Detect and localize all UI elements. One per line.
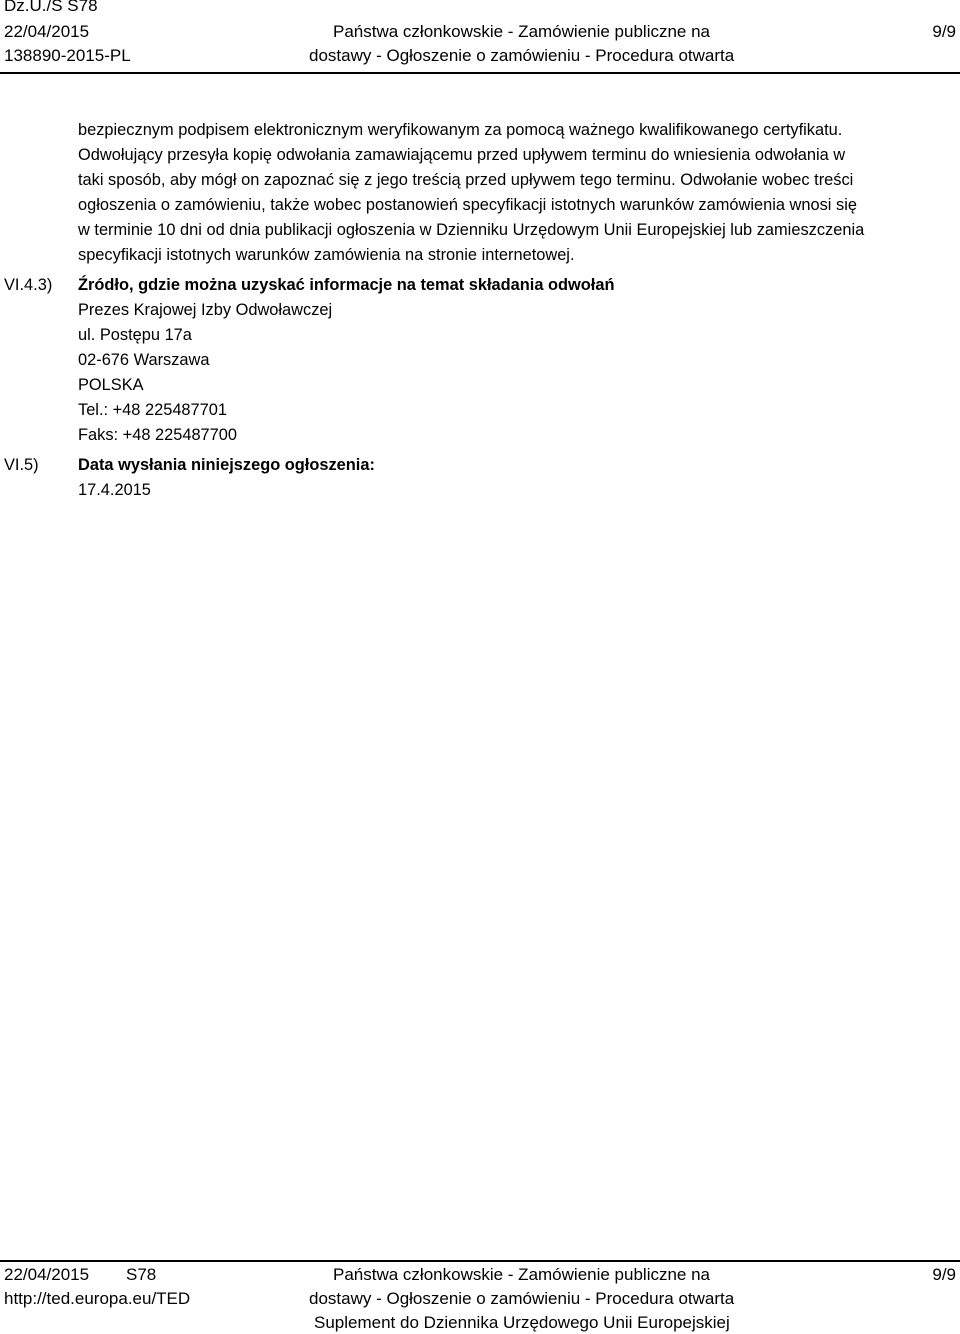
section-vi43 (78, 273, 950, 448)
address-line: 02-676 Warszawa (78, 351, 210, 369)
header-page-number: 9/9 (932, 22, 956, 41)
footer-title-line3: Suplement do Dziennika Urzędowego Unii Europejskiej (314, 1313, 730, 1332)
address-line: Prezes Krajowej Izby Odwoławczej (78, 301, 333, 319)
section-vi5 (78, 453, 950, 503)
footer-title-line2: dostawy - Ogłoszenie o zamówieniu - Procedura otwarta (309, 1289, 735, 1308)
header-title-line2: dostawy - Ogłoszenie o zamówieniu - Procedura otwarta (309, 46, 735, 65)
appeal-paragraph (78, 118, 950, 268)
header-title-line1: Państwa członkowskie - Zamówienie publiczne na (333, 22, 711, 41)
paragraph-line: w terminie 10 dni od dnia publikacji ogłoszenia w Dzienniku Urzędowym Unii Europejskiej lub zamieszczenia (78, 221, 865, 239)
address-line: POLSKA (78, 376, 144, 394)
header-rule (0, 72, 960, 74)
header-doc-id: 138890-2015-PL (4, 46, 131, 65)
fax-line: Faks: +48 225487700 (78, 426, 238, 444)
paragraph-line: taki sposób, aby mógł on zapoznać się z jego treścią przed upływem tego terminu. Odwołanie wobec treści (78, 171, 854, 189)
header-date: 22/04/2015 (4, 22, 90, 41)
footer-issue: S78 (126, 1265, 157, 1284)
section-heading: Data wysłania niniejszego ogłoszenia: (78, 456, 375, 474)
footer-url-link[interactable]: http://ted.europa.eu/TED (4, 1289, 191, 1308)
journal-ref: Dz.U./S S78 (4, 0, 98, 15)
paragraph-line: bezpiecznym podpisem elektronicznym weryfikowanym za pomocą ważnego kwalifikowanego certyfikatu. (78, 121, 843, 139)
section-number-vi5: VI.5) (4, 456, 39, 474)
section-number-vi43: VI.4.3) (4, 276, 53, 294)
paragraph-line: specyfikacji istotnych warunków zamówienia na stronie internetowej. (78, 246, 575, 264)
footer-date: 22/04/2015 (4, 1265, 90, 1284)
paragraph-line: ogłoszenia o zamówieniu, także wobec postanowień specyfikacji istotnych warunków zamówienia wnosi się (78, 196, 857, 214)
footer-title-line1: Państwa członkowskie - Zamówienie publiczne na (333, 1265, 711, 1284)
footer-rule (0, 1260, 960, 1262)
footer-page-number: 9/9 (932, 1265, 956, 1284)
dispatch-date: 17.4.2015 (78, 481, 151, 499)
phone-line: Tel.: +48 225487701 (78, 401, 228, 419)
paragraph-line: Odwołujący przesyła kopię odwołania zamawiającemu przed upływem terminu do wniesienia odwołania w (78, 146, 846, 164)
section-heading: Źródło, gdzie można uzyskać informacje na temat składania odwołań (78, 276, 615, 294)
address-line: ul. Postępu 17a (78, 326, 192, 344)
